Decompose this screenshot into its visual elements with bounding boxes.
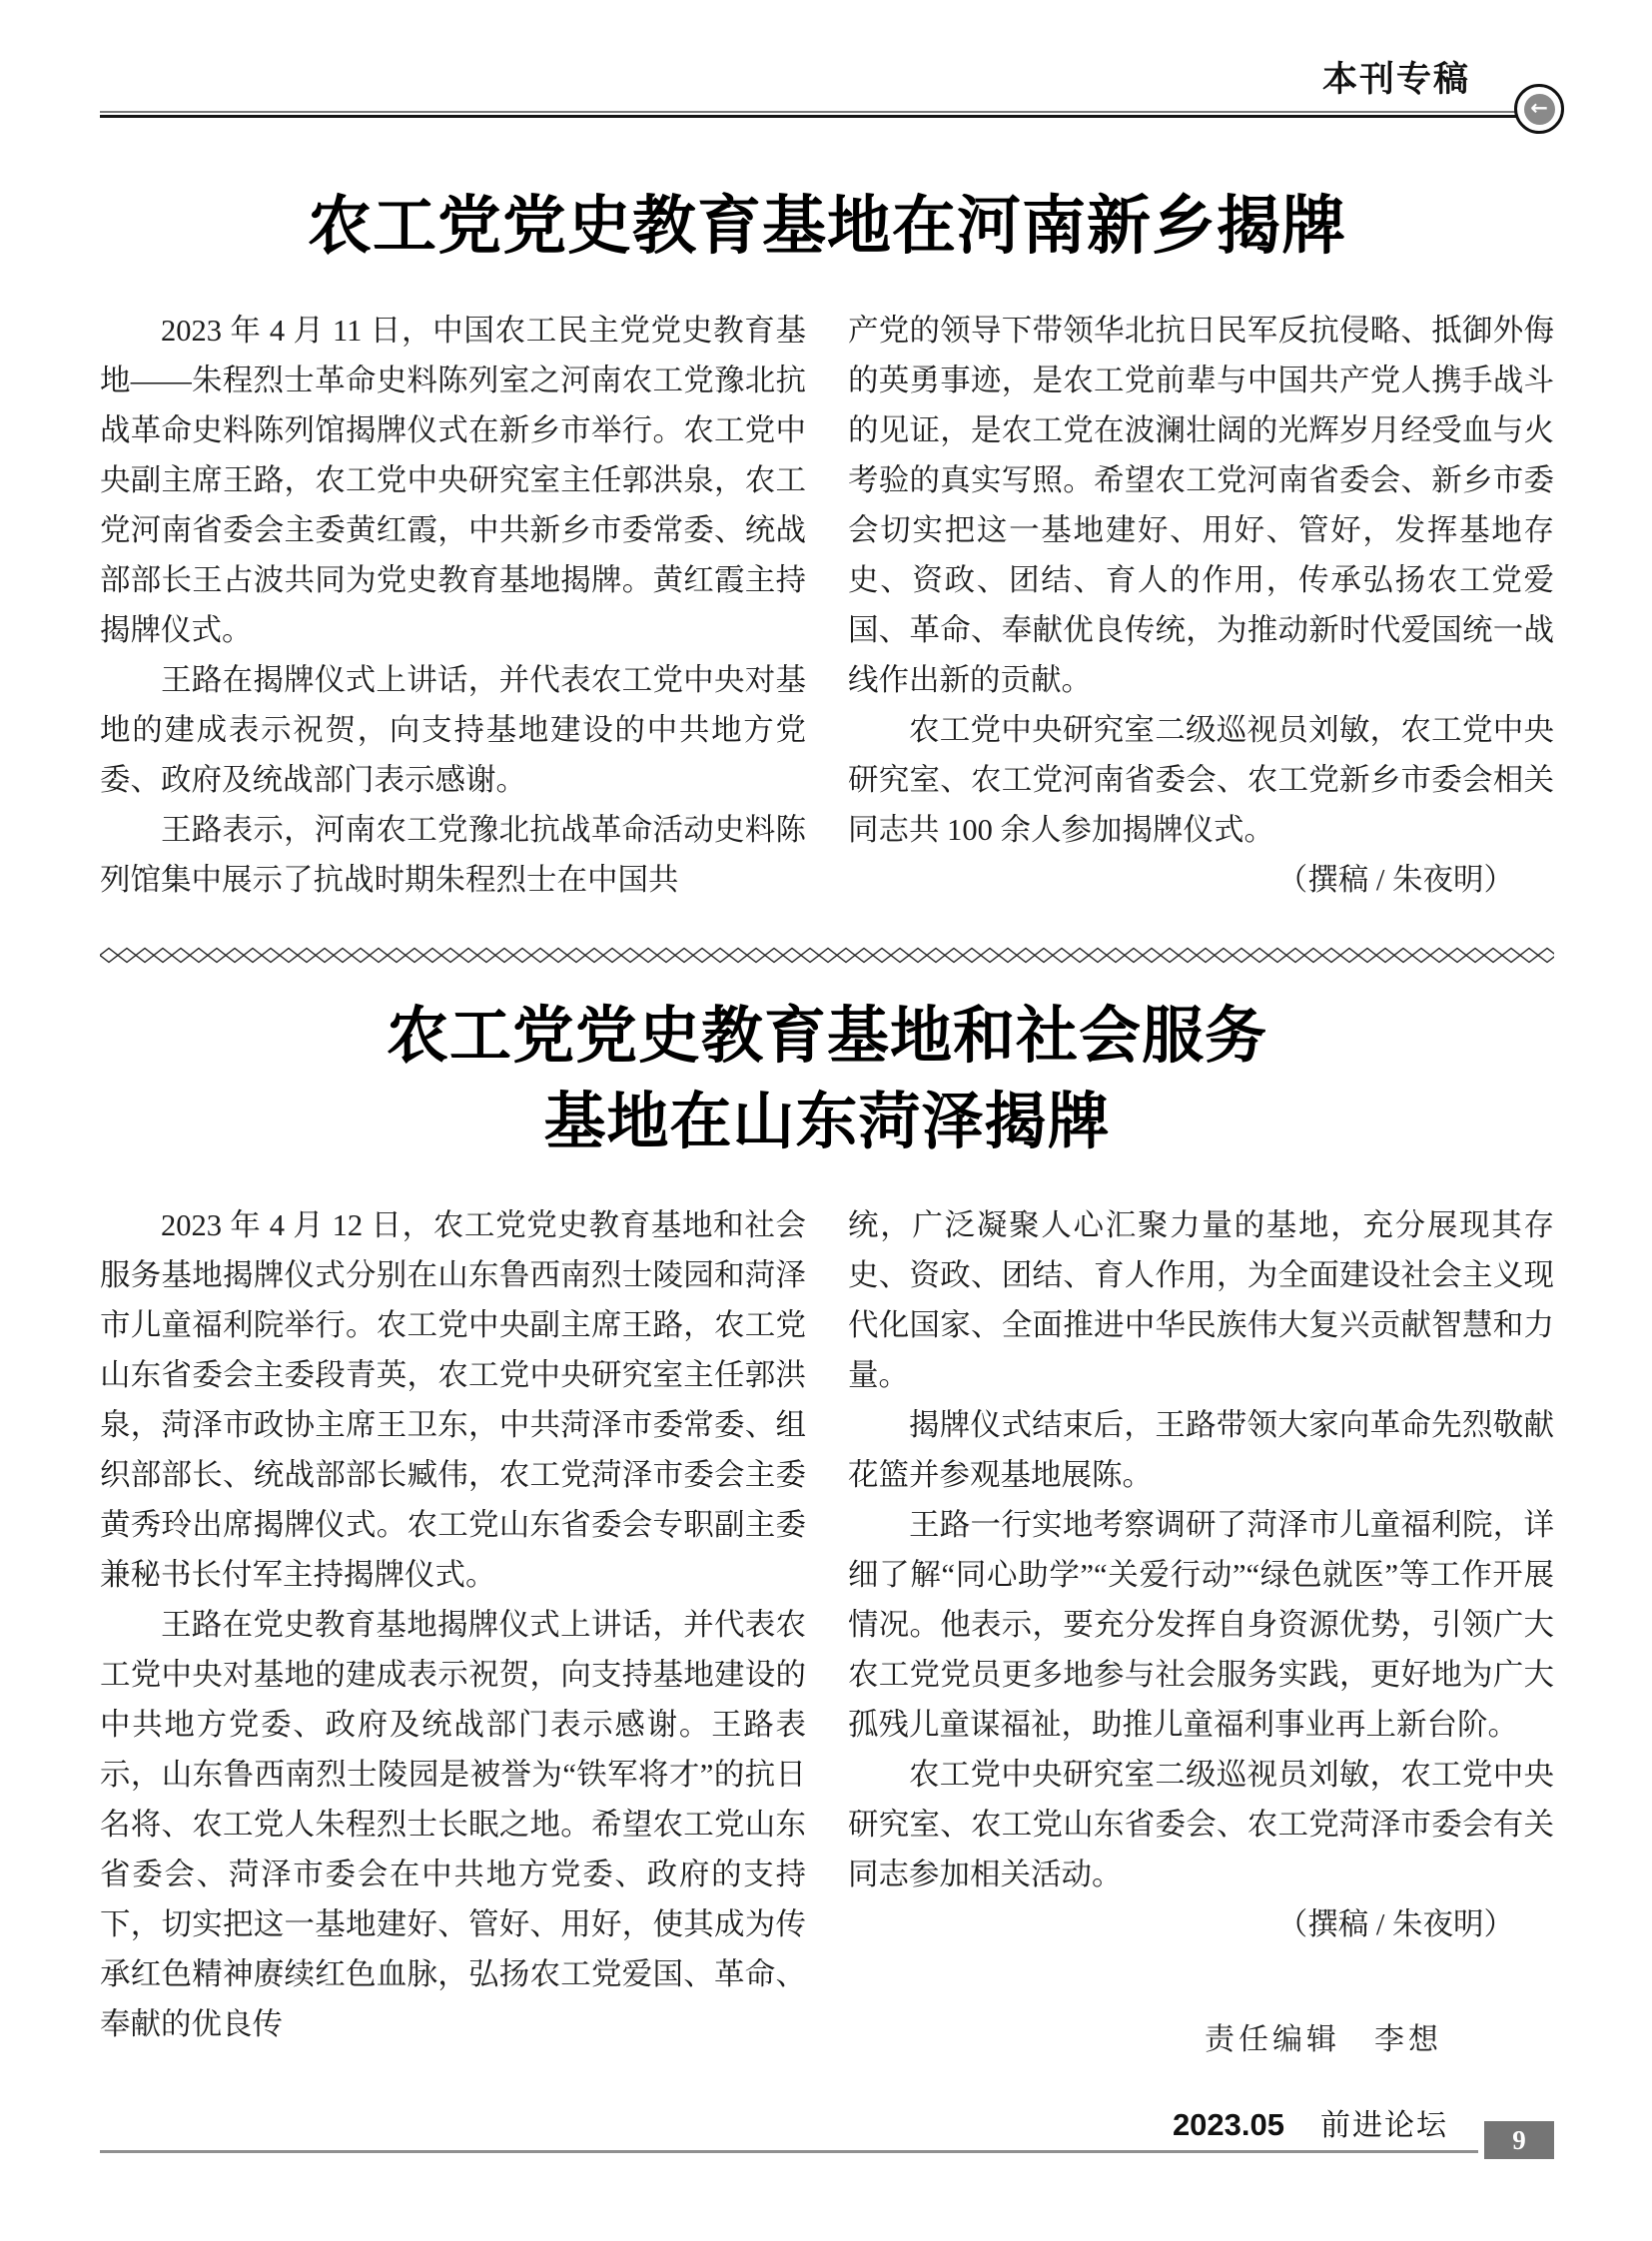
article2-left-column (100, 1200, 806, 2065)
footer-rule (100, 2150, 1478, 2153)
page-number-badge: 9 (1484, 2121, 1554, 2159)
editor-credit: 责任编辑 李想 (1205, 2023, 1442, 2057)
masthead (100, 0, 1554, 118)
article2-right-column (848, 1200, 1554, 2065)
masthead-rule (100, 111, 1554, 118)
article1-title: 农工党党史教育基地在河南新乡揭牌 (308, 190, 1346, 262)
article2-title-line2: 基地在山东菏泽揭牌 (543, 1088, 1111, 1157)
article1-byline: （撰稿 / 朱夜明） (1276, 862, 1514, 897)
paragraph: 2023 年 4 月 12 日，农工党党史教育基地和社会服务基地揭牌仪式分别在山东鲁西南烈士陵园和菏泽市儿童福利院举行。农工党中央副主席王路，农工党山东省委会主委段青英，农工党中央研究室主任郭洪泉，菏泽市政协主席王卫东，中共菏泽市委常委、组织部部长、统战部部长臧伟，农工党菏泽市委会主委黄秀玲出席揭牌仪式。农工党山东省委会专职副主委兼秘书长付军主持揭牌仪式。 (100, 1208, 806, 1593)
paragraph: 2023 年 4 月 11 日，中国农工民主党党史教育基地——朱程烈士革命史料陈列室之河南农工党豫北抗战革命史料陈列馆揭牌仪式在新乡市举行。农工党中央副主席王路，农工党中央研究室主任郭洪泉，农工党河南省委会主委黄红霞，中共新乡市委常委、统战部部长王占波共同为党史教育基地揭牌。黄红霞主持揭牌仪式。 (100, 313, 806, 647)
paragraph: 王路在党史教育基地揭牌仪式上讲话，并代表农工党中央对基地的建成表示祝贺，向支持基地建设的中共地方党委、政府及统战部门表示感谢。王路表示，山东鲁西南烈士陵园是被誉为“铁军将才”的抗日名将、农工党人朱程烈士长眠之地。希望农工党山东省委会、菏泽市委会在中共地方党委、政府的支持下，切实把这一基地建好、管好、用好，使其成为传承红色精神赓续红色血脉，弘扬农工党爱国、革命、奉献的优良传 (100, 1608, 806, 2042)
article1-left-column (100, 306, 806, 905)
paragraph: 王路一行实地考察调研了菏泽市儿童福利院，详细了解“同心助学”“关爱行动”“绿色就医”等工作开展情况。他表示，要充分发挥自身资源优势，引领广大农工党党员更多地参与社会服务实践，更好地为广大孤残儿童谋福祉，助推儿童福利事业再上新台阶。 (848, 1508, 1554, 1743)
paragraph: 揭牌仪式结束后，王路带领大家向革命先烈敬献花篮并参观基地展陈。 (848, 1408, 1554, 1493)
article2-byline: （撰稿 / 朱夜明） (1276, 1907, 1514, 1942)
issue-number: 2023.05 (1172, 2106, 1284, 2142)
page-footer (100, 2100, 1554, 2155)
paragraph: 农工党中央研究室二级巡视员刘敏，农工党中央研究室、农工党山东省委会、农工党菏泽市委会有关同志参加相关活动。 (848, 1758, 1554, 1892)
paragraph: 农工党中央研究室二级巡视员刘敏，农工党中央研究室、农工党河南省委会、农工党新乡市委会相关同志共 100 余人参加揭牌仪式。 (848, 712, 1554, 847)
back-arrow-glyph: ← (1524, 94, 1555, 125)
paragraph: 产党的领导下带领华北抗日民军反抗侵略、抵御外侮的英勇事迹，是农工党前辈与中国共产党人携手战斗的见证，是农工党在波澜壮阔的光辉岁月经受血与火考验的真实写照。希望农工党河南省委会、新乡市委会切实把这一基地建好、用好、管好，发挥基地存史、资政、团结、育人的作用，传承弘扬农工党爱国、革命、奉献优良传统，为推动新时代爱国统一战线作出新的贡献。 (848, 313, 1554, 697)
footer-content (100, 2100, 1554, 2155)
section-divider (100, 947, 1554, 964)
paragraph: 王路表示，河南农工党豫北抗战革命活动史料陈列馆集中展示了抗战时期朱程烈士在中国共 (100, 812, 806, 897)
back-arrow-icon (1514, 84, 1564, 134)
section-label: 本刊专稿 (1321, 60, 1470, 99)
paragraph: 王路在揭牌仪式上讲话，并代表农工党中央对基地的建成表示祝贺，向支持基地建设的中共地方党委、政府及统战部门表示感谢。 (100, 662, 806, 797)
journal-name: 前进论坛 (1320, 2108, 1448, 2142)
article2-title-line1: 农工党党史教育基地和社会服务 (386, 1001, 1267, 1071)
article2-title (100, 994, 1554, 1167)
article2-body (100, 1200, 1554, 2065)
article1-body (100, 306, 1554, 905)
paragraph: 统，广泛凝聚人心汇聚力量的基地，充分展现其存史、资政、团结、育人作用，为全面建设社会主义现代化国家、全面推进中华民族伟大复兴贡献智慧和力量。 (848, 1208, 1554, 1393)
article1-right-column (848, 306, 1554, 905)
